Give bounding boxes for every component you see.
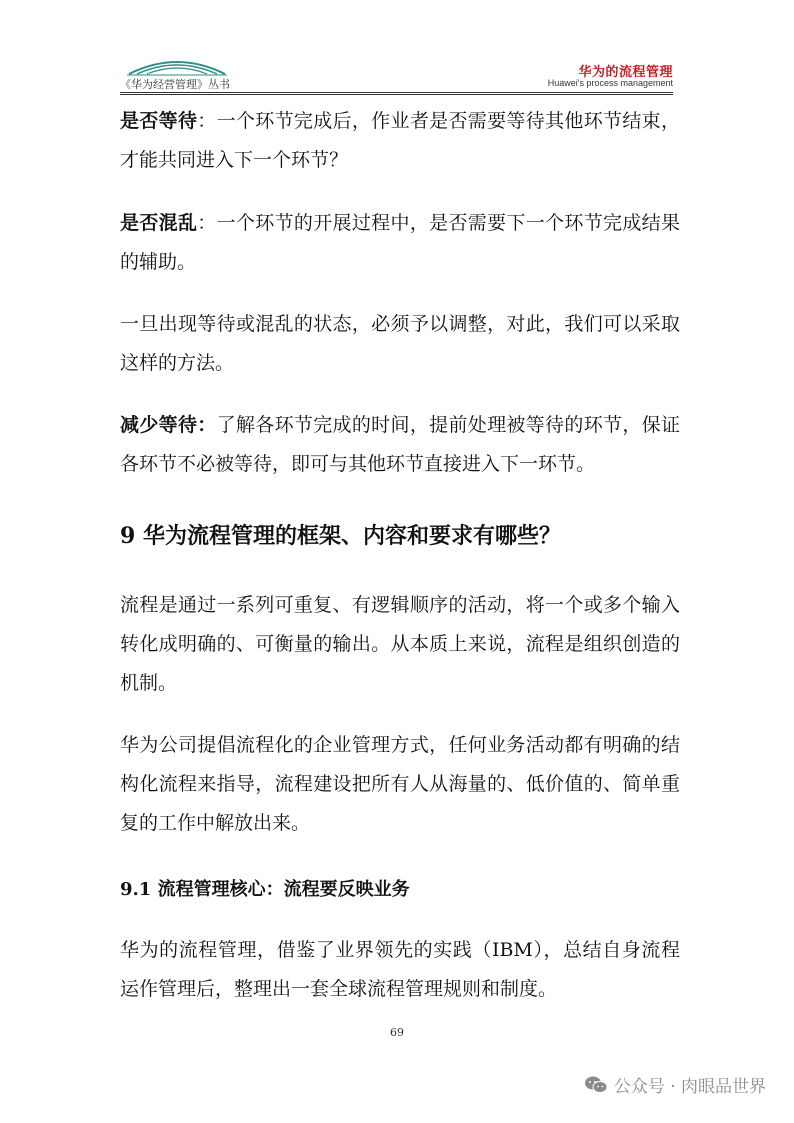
paragraph-text: ：一个环节完成后，作业者是否需要等待其他环节结束，才能共同进入下一个环节？ — [120, 110, 680, 171]
paragraph-adjust — [120, 305, 680, 383]
page-header — [0, 0, 794, 100]
paragraph-text: 了解各环节完成的时间，提前处理被等待的环节，保证各环节不必被等待，即可与其他环节直接进入下一环节。 — [120, 414, 680, 475]
header-book-subtitle: Huawei's process management — [547, 78, 673, 88]
header-book-title: 华为的流程管理 — [578, 65, 673, 80]
section-heading: 9 华为流程管理的框架、内容和要求有哪些？ — [120, 523, 561, 549]
header-divider — [120, 94, 673, 95]
paragraph-confusion — [120, 204, 680, 282]
paragraph-text: ：一个环节的开展过程中，是否需要下一个环节完成结果的辅助。 — [120, 212, 680, 273]
paragraph-reduce-waiting — [120, 406, 680, 484]
paragraph-text: 一旦出现等待或混乱的状态，必须予以调整，对此，我们可以采取这样的方法。 — [120, 313, 680, 374]
watermark — [584, 1072, 766, 1097]
paragraph-lead: 是否混乱 — [120, 212, 198, 234]
paragraph-ibm-practice: 华为的流程管理，借鉴了业界领先的实践（IBM），总结自身流程运作管理后，整理出一套全球流程管理规则和制度。 — [120, 939, 680, 1000]
paragraph-lead: 是否等待 — [120, 110, 198, 132]
paragraph-process-definition: 流程是通过一系列可重复、有逻辑顺序的活动，将一个或多个输入转化成明确的、可衡量的输出。从本质上来说，流程是组织创造的机制。 — [120, 594, 680, 694]
wechat-icon — [584, 1075, 608, 1095]
page-number: 69 — [390, 1026, 404, 1039]
watermark-text: 公众号 · 肉眼品世界 — [613, 1077, 766, 1097]
paragraph-waiting — [120, 102, 680, 180]
paragraph-huawei-process: 华为公司提倡流程化的企业管理方式，任何业务活动都有明确的结构化流程来指导，流程建设把所有人从海量的、低价值的、简单重复的工作中解放出来。 — [120, 734, 680, 834]
subsection-heading: 9.1 流程管理核心：流程要反映业务 — [120, 879, 410, 900]
header-divider — [120, 92, 673, 93]
header-series-title: 《华为经营管理》丛书 — [120, 78, 230, 91]
logo-icon — [127, 54, 227, 76]
paragraph-lead: 减少等待： — [120, 414, 217, 436]
